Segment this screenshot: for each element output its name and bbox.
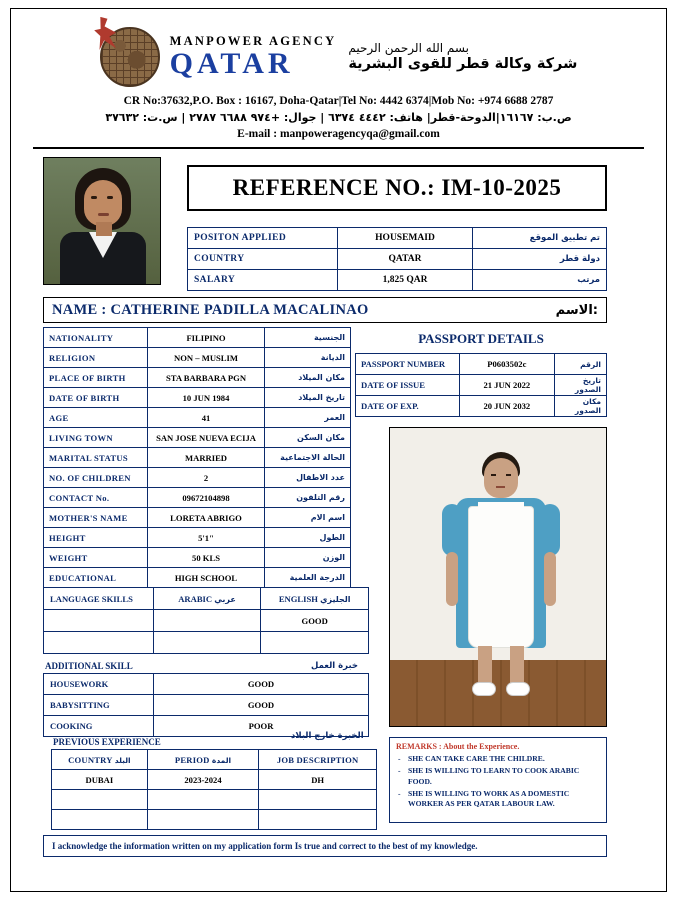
agency-name-ar — [348, 42, 577, 72]
skill-value-0: GOOD — [154, 674, 369, 695]
agency-name-line2: QATAR — [169, 46, 294, 80]
personal-key-10: HEIGHT — [44, 528, 148, 548]
additional-skill-label: ADDITIONAL SKILL — [45, 661, 133, 671]
language-english-header — [261, 588, 369, 610]
personal-value-9: LORETA ABRIGO — [148, 508, 264, 528]
personal-key-0: NATIONALITY — [44, 328, 148, 348]
contact-en: CR No:37632,P.O. Box : 16167, Doha-Qatar|Tel No: 4442 6374|Mob No: +974 6688 2787 — [123, 95, 554, 107]
table-row — [44, 408, 351, 428]
skill-key-0: HOUSEWORK — [44, 674, 154, 695]
personal-ar-8: رقم التلفون — [264, 488, 350, 508]
personal-key-3: DATE OF BIRTH — [44, 388, 148, 408]
table-row — [44, 568, 351, 588]
agency-name-arabic: شركة وكالة قطر للقوى البشرية — [348, 55, 578, 72]
table-row — [44, 488, 351, 508]
agency-logo-row — [21, 17, 656, 87]
personal-key-11: WEIGHT — [44, 548, 148, 568]
table-row — [188, 249, 607, 270]
table-row — [356, 354, 607, 375]
personal-key-8: CONTACT No. — [44, 488, 148, 508]
personal-key-5: LIVING TOWN — [44, 428, 148, 448]
applied-ar-1: دولة قطر — [473, 249, 607, 270]
applied-key-2: SALARY — [188, 270, 338, 291]
additional-skill-table — [43, 673, 369, 737]
applicant-name-label-ar: الاسم: — [555, 302, 598, 318]
applied-ar-2: مرتب — [473, 270, 607, 291]
personal-value-7: 2 — [148, 468, 264, 488]
table-row — [44, 328, 351, 348]
language-arabic-header — [153, 588, 261, 610]
header-divider — [33, 147, 644, 149]
passport-key-1: DATE OF ISSUE — [356, 375, 460, 396]
prev-job-2 — [259, 810, 377, 830]
agency-name-line1: MANPOWER AGENCY — [169, 34, 337, 49]
prev-col-period-en: PERIOD — [174, 754, 210, 765]
applied-key-0: POSITON APPLIED — [188, 228, 338, 249]
passport-value-2: 20 JUN 2032 — [459, 396, 555, 417]
language-blank-cell-3 — [153, 632, 261, 654]
personal-value-0: FILIPINO — [148, 328, 264, 348]
prev-period-1 — [147, 790, 259, 810]
personal-ar-0: الجنسية — [264, 328, 350, 348]
personal-value-10: 5'1" — [148, 528, 264, 548]
applicant-name: NAME : CATHERINE PADILLA MACALINAO — [52, 301, 369, 318]
table-row — [356, 396, 607, 417]
remarks-title: REMARKS : About the Experience. — [396, 742, 520, 751]
personal-ar-6: الحالة الاجتماعية — [264, 448, 350, 468]
personal-ar-4: العمر — [264, 408, 350, 428]
additional-skill-label-ar: خبرة العمل — [311, 661, 359, 671]
passport-ar-2: مكان الصدور — [555, 396, 607, 417]
personal-key-2: PLACE OF BIRTH — [44, 368, 148, 388]
prev-country-1 — [52, 790, 148, 810]
applicant-name-bar — [43, 297, 607, 323]
table-row — [44, 428, 351, 448]
language-english-label: ENGLISH — [278, 593, 318, 604]
remarks-list — [396, 754, 600, 809]
table-row — [44, 632, 369, 654]
personal-key-6: MARITAL STATUS — [44, 448, 148, 468]
language-blank-cell-4 — [261, 632, 369, 654]
prev-period-2 — [147, 810, 259, 830]
personal-ar-2: مكان الميلاد — [264, 368, 350, 388]
acknowledgement-bar — [43, 835, 607, 857]
applied-value-2: 1,825 QAR — [337, 270, 473, 291]
language-arabic-value — [153, 610, 261, 632]
personal-value-8: 09672104898 — [148, 488, 264, 508]
personal-ar-5: مكان السكن — [264, 428, 350, 448]
prev-col-period-ar: المدة — [211, 755, 232, 765]
prev-col-country-ar: البلد — [114, 755, 131, 765]
skill-value-1: GOOD — [154, 695, 369, 716]
table-row — [44, 348, 351, 368]
table-row — [52, 810, 377, 830]
personal-value-3: 10 JUN 1984 — [148, 388, 264, 408]
agency-contact-block — [21, 93, 656, 142]
application-form-page — [10, 8, 667, 892]
passport-ar-1: تاريخ الصدور — [555, 375, 607, 396]
language-skills-table — [43, 587, 369, 654]
table-row — [44, 548, 351, 568]
personal-key-7: NO. OF CHILDREN — [44, 468, 148, 488]
table-row — [44, 448, 351, 468]
globe-icon — [100, 27, 160, 87]
language-english-label-ar: الجليزي — [320, 594, 351, 604]
personal-value-2: STA BARBARA PGN — [148, 368, 264, 388]
language-blank-cell — [44, 610, 154, 632]
language-arabic-label-ar: عربي — [214, 594, 236, 604]
language-blank-cell-2 — [44, 632, 154, 654]
passport-value-1: 21 JUN 2022 — [459, 375, 555, 396]
passport-key-0: PASSPORT NUMBER — [356, 354, 460, 375]
personal-ar-11: الوزن — [264, 548, 350, 568]
personal-ar-12: الدرجة العلمية — [264, 568, 350, 588]
applied-value-1: QATAR — [337, 249, 473, 270]
table-row — [188, 228, 607, 249]
prev-job-1 — [259, 790, 377, 810]
skill-key-1: BABYSITTING — [44, 695, 154, 716]
personal-ar-7: عدد الاطفال — [264, 468, 350, 488]
reference-number-text: REFERENCE NO.: IM-10-2025 — [232, 175, 562, 200]
prev-col-period — [147, 750, 259, 770]
personal-ar-1: الديانة — [264, 348, 350, 368]
previous-experience-label: PREVIOUS EXPERIENCE — [53, 737, 161, 747]
table-row — [356, 375, 607, 396]
table-row — [44, 588, 369, 610]
applicant-portrait-photo — [43, 157, 161, 285]
table-row — [52, 770, 377, 790]
language-english-value: GOOD — [261, 610, 369, 632]
passport-key-2: DATE OF EXP. — [356, 396, 460, 417]
list-item: - SHE IS WILLING TO WORK AS A DOMESTIC WORKER AS PER QATAR LABOUR LAW. — [408, 789, 600, 810]
table-row — [44, 468, 351, 488]
reference-number-box — [187, 165, 607, 211]
agency-name-en — [170, 35, 337, 79]
passport-value-0: P0603502c — [459, 354, 555, 375]
personal-value-11: 50 KLS — [148, 548, 264, 568]
previous-experience-label-ar: الخبرة خارج البلاد — [291, 731, 364, 741]
passport-details-title: PASSPORT DETAILS — [418, 331, 544, 346]
acknowledgement-text: I acknowledge the information written on my application form Is true and correct to the best of my knowledge. — [52, 841, 478, 851]
passport-ar-0: الرقم — [555, 354, 607, 375]
prev-col-country-en: COUNTRY — [68, 754, 113, 765]
table-row — [44, 610, 369, 632]
skill-key-2: COOKING — [44, 716, 154, 737]
table-row — [44, 674, 369, 695]
table-row — [52, 790, 377, 810]
prev-job-0: DH — [259, 770, 377, 790]
personal-value-1: NON – MUSLIM — [148, 348, 264, 368]
prev-period-0: 2023-2024 — [147, 770, 259, 790]
prev-col-country — [52, 750, 148, 770]
personal-value-6: MARRIED — [148, 448, 264, 468]
applicant-fullbody-photo — [389, 427, 607, 727]
table-row — [44, 508, 351, 528]
personal-key-1: RELIGION — [44, 348, 148, 368]
position-applied-table — [187, 227, 607, 291]
table-row — [44, 695, 369, 716]
prev-country-0: DUBAI — [52, 770, 148, 790]
personal-ar-3: تاريخ الميلاد — [264, 388, 350, 408]
table-row — [44, 528, 351, 548]
contact-email: E-mail : manpoweragencyqa@gmail.com — [237, 127, 440, 140]
document-header — [11, 9, 666, 153]
personal-value-4: 41 — [148, 408, 264, 428]
personal-details-table — [43, 327, 351, 588]
table-header-row — [52, 750, 377, 770]
table-row — [44, 368, 351, 388]
passport-details-table — [355, 353, 607, 417]
applied-key-1: COUNTRY — [188, 249, 338, 270]
skill-value-2: POOR — [154, 716, 369, 737]
language-arabic-label: ARABIC — [178, 593, 213, 604]
list-item: - SHE CAN TAKE CARE THE CHILDRE. — [408, 754, 600, 764]
bismillah-text: بسم الله الرحمن الرحيم — [348, 40, 469, 55]
applied-value-0: HOUSEMAID — [337, 228, 473, 249]
personal-ar-9: اسم الام — [264, 508, 350, 528]
list-item: - SHE IS WILLING TO LEARN TO COOK ARABIC FOOD. — [408, 766, 600, 787]
table-row — [44, 388, 351, 408]
previous-experience-table — [51, 749, 377, 830]
remarks-box — [389, 737, 607, 823]
prev-col-job: JOB DESCRIPTION — [259, 750, 377, 770]
personal-value-5: SAN JOSE NUEVA ECIJA — [148, 428, 264, 448]
personal-key-4: AGE — [44, 408, 148, 428]
table-row — [188, 270, 607, 291]
contact-ar: ص.ب: ١٦١٦٧|الدوحة-قطر| هاتف: ٤٤٤٢ ٦٣٧٤ | جوال: +٩٧٤ ٦٦٨٨ ٢٧٨٧ | س.ت: ٣٧٦٣٢ — [105, 110, 572, 124]
personal-ar-10: الطول — [264, 528, 350, 548]
language-skills-label: LANGUAGE SKILLS — [44, 588, 154, 610]
applied-ar-0: تم تطبيق الموقع — [473, 228, 607, 249]
personal-key-12: EDUCATIONAL — [44, 568, 148, 588]
prev-country-2 — [52, 810, 148, 830]
personal-value-12: HIGH SCHOOL — [148, 568, 264, 588]
personal-key-9: MOTHER'S NAME — [44, 508, 148, 528]
